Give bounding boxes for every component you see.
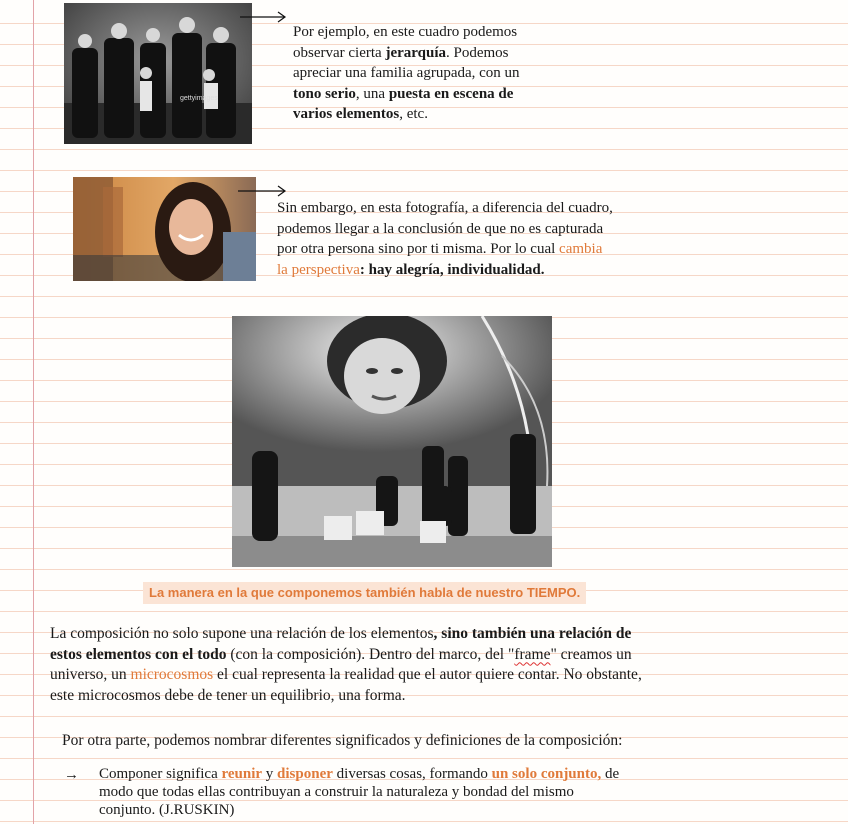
highlighted-caption: La manera en la que componemos también habla de nuestro TIEMPO. xyxy=(143,582,586,604)
arrow-icon xyxy=(240,11,288,23)
notebook-margin-line xyxy=(33,0,34,824)
bullet-arrow-icon: → xyxy=(64,767,79,783)
gallery-installation-photo xyxy=(232,316,552,567)
family-photo-description: Por ejemplo, en este cuadro podemos observar cierta jerarquía. Podemos apreciar una familia agrupada, con un tono serio, una puesta en escena de varios elementos, etc. xyxy=(293,24,520,122)
definitions-intro: Por otra parte, podemos nombrar diferentes significados y definiciones de la composición: xyxy=(62,732,623,749)
family-portrait-photo xyxy=(64,3,252,144)
getty-watermark: gettyimages xyxy=(180,95,218,102)
arrow-icon xyxy=(238,185,288,197)
selfie-photo-description: Sin embargo, en esta fotografía, a diferencia del cuadro, podemos llegar a la conclusión de que no es capturada por otra persona sino por ti misma. Por lo cual cambia la perspectiva: hay alegría, individualidad. xyxy=(277,200,613,278)
composition-paragraph: La composición no solo supone una relación de los elementos, sino también una relación de estos elementos con el todo (con la composición). Dentro del marco, del "frame" creamos un universo, un microcosmos el cual representa la realidad que el autor quiere contar. No obstante, este microcosmos debe de tener un equilibrio, una forma. xyxy=(50,625,642,704)
selfie-photo xyxy=(73,177,256,281)
ruskin-definition: Componer significa reunir y disponer diversas cosas, formando un solo conjunto, de modo que todas ellas contribuyan a construir la naturaleza y bondad del mismo conjunto. (J.RUSKIN) xyxy=(99,766,620,818)
